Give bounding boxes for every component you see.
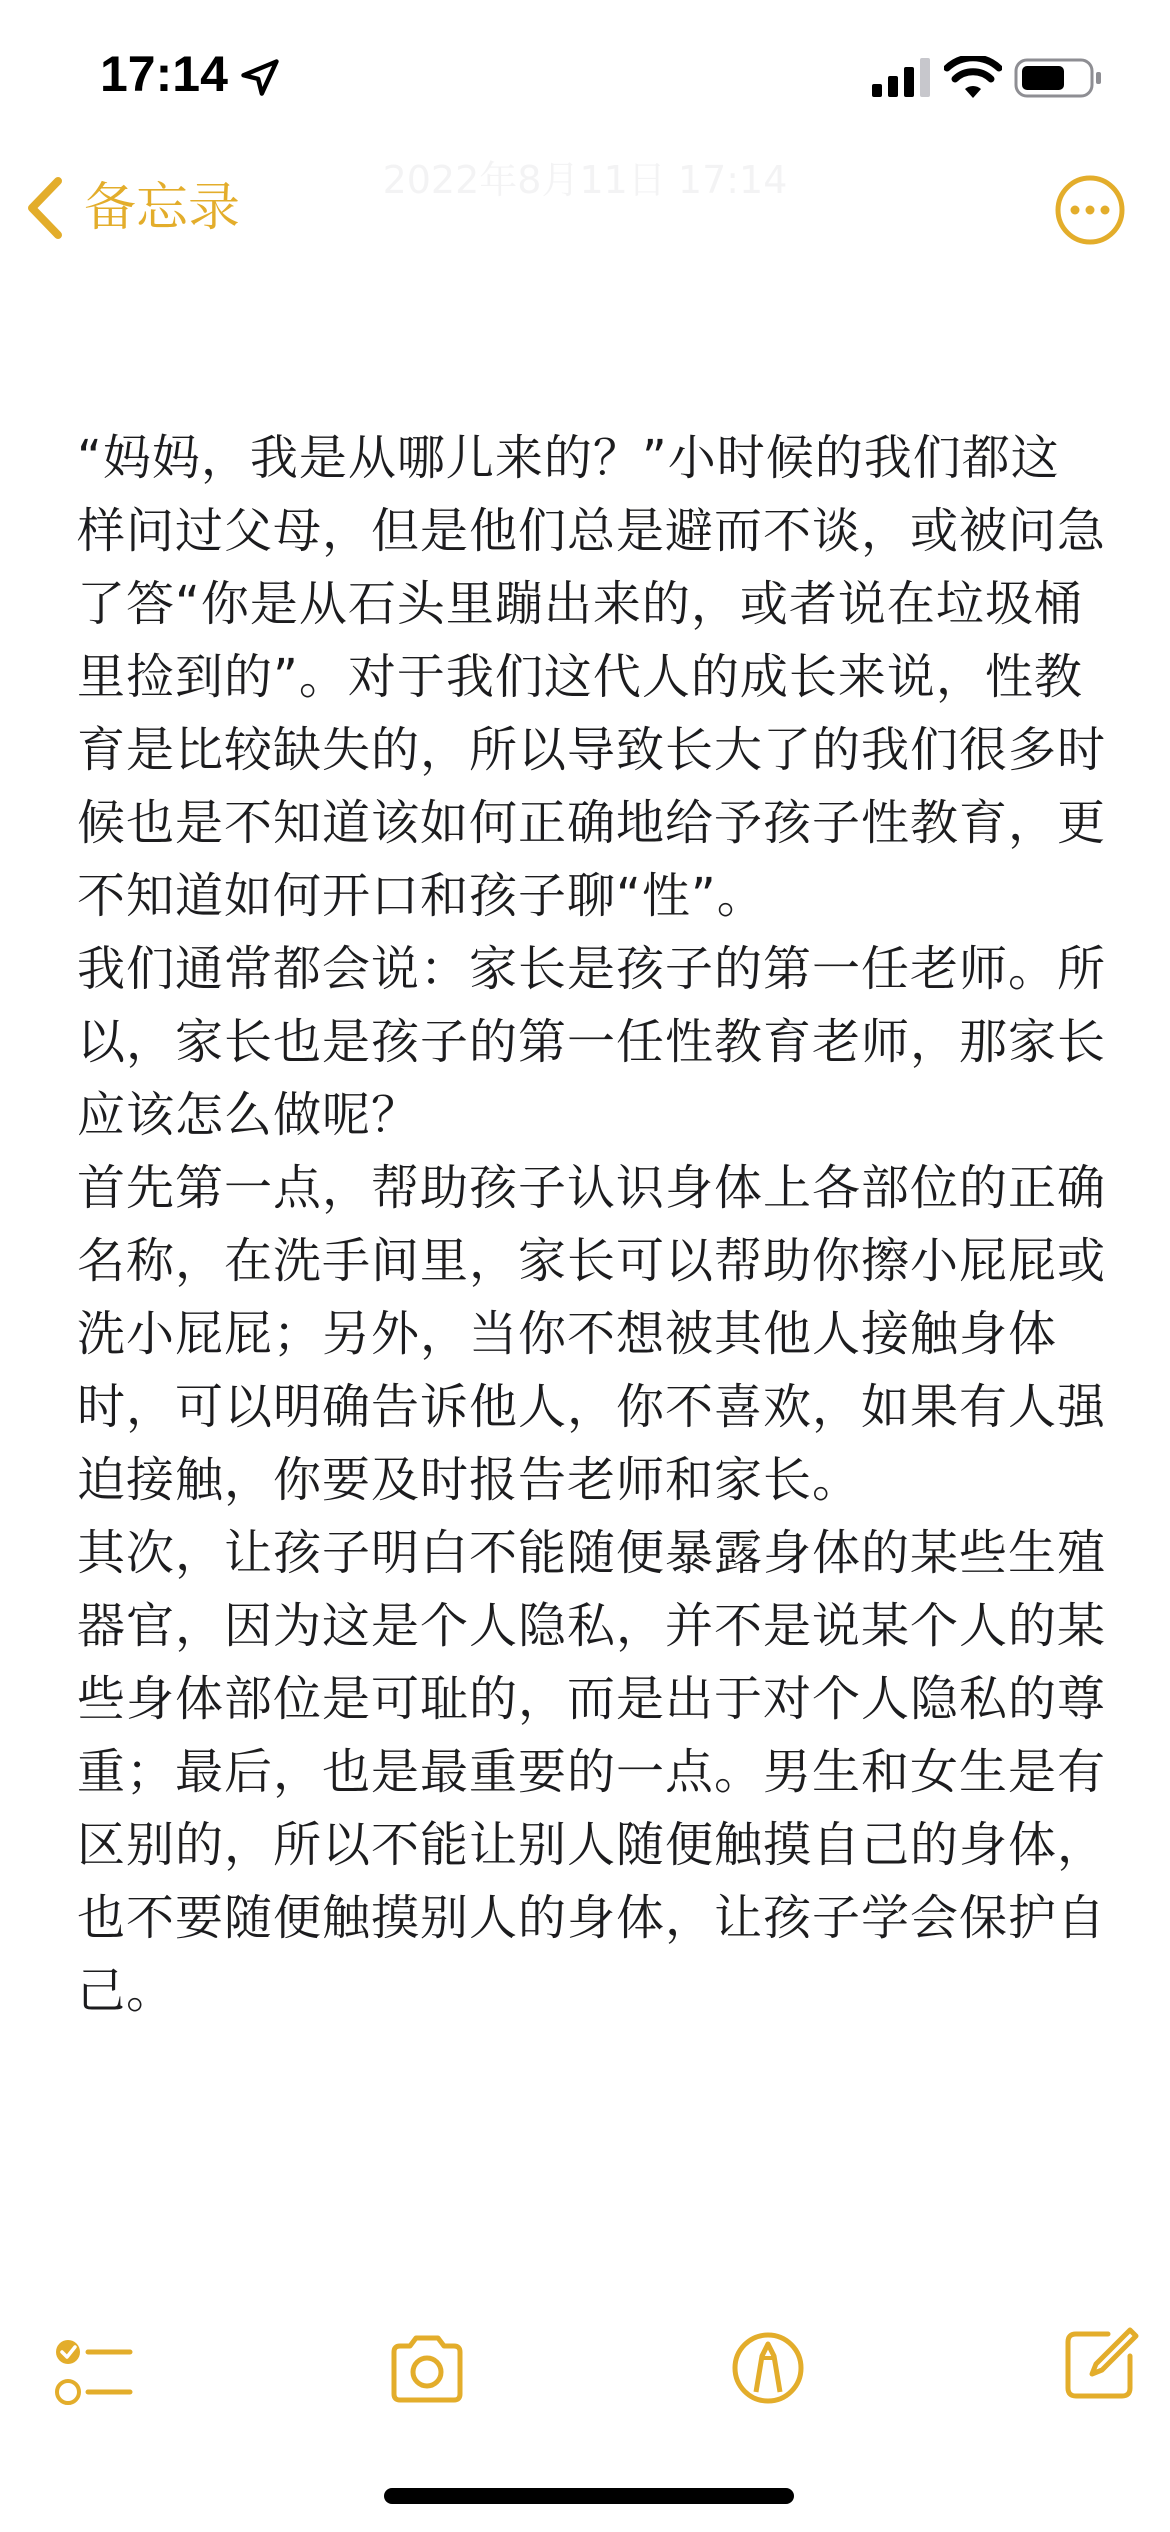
markup-icon[interactable] (730, 2326, 806, 2408)
note-paragraph: 其次，让孩子明白不能随便暴露身体的某些生殖器官，因为这是个人隐私，并不是说某个人的某些身体部位是可耻的，而是出于对个人隐私的尊重；最后，也是最重要的一点。男生和女生是有区别的，所以不能让别人随便触摸自己的身体，也不要随便触摸别人的身体，让孩子学会保护自己。 (77, 1525, 1107, 2019)
note-body[interactable] (77, 422, 1107, 2028)
home-indicator (384, 2488, 794, 2504)
ellipsis-circle-icon[interactable] (1054, 174, 1126, 246)
note-paragraph: “妈妈，我是从哪儿来的？”小时候的我们都这样问过父母，但是他们总是避而不谈，或被问急了答“你是从石头里蹦出来的，或者说在垃圾桶里捡到的”。对于我们这代人的成长来说，性教育是比较缺失的，所以导致长大了的我们很多时候也是不知道该如何正确地给予孩子性教育，更不知道如何开口和孩子聊“性”。 (77, 430, 1107, 924)
chevron-left-icon (22, 173, 68, 243)
back-button[interactable] (22, 168, 240, 248)
note-paragraph: 我们通常都会说：家长是孩子的第一任老师。所以，家长也是孩子的第一任性教育老师，那家长应该怎么做呢？ (77, 941, 1107, 1143)
cellular-signal-icon (872, 58, 934, 98)
note-date: 2022年8月11日 17:14 (382, 158, 788, 202)
location-arrow-icon (238, 56, 282, 100)
camera-icon[interactable] (386, 2330, 468, 2406)
wifi-icon (944, 56, 1002, 100)
status-bar (0, 0, 1170, 150)
battery-icon (1014, 56, 1104, 100)
back-label: 备忘录 (84, 178, 241, 238)
compose-icon[interactable] (1060, 2324, 1140, 2404)
note-paragraph: 首先第一点，帮助孩子认识身体上各部位的正确名称，在洗手间里，家长可以帮助你擦小屁屁或洗小屁屁；另外，当你不想被其他人接触身体时，可以明确告诉他人，你不喜欢，如果有人强迫接触，你要及时报告老师和家长。 (77, 1160, 1107, 1508)
checklist-icon[interactable] (52, 2330, 134, 2412)
status-time: 17:14 (100, 46, 228, 102)
